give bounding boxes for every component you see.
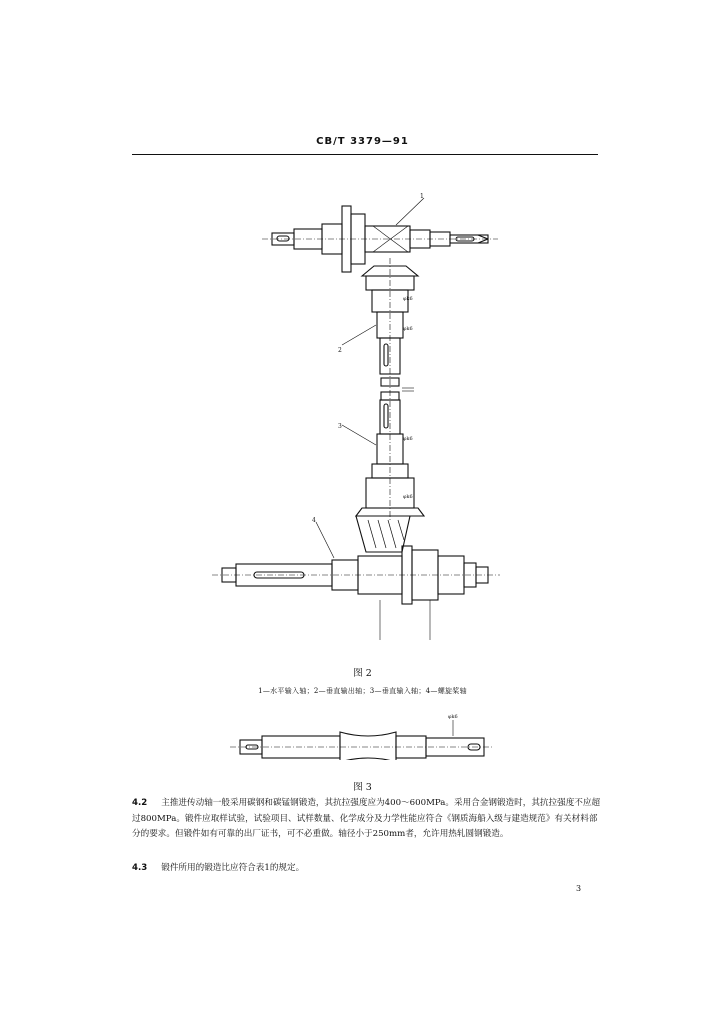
propeller-shaft	[212, 546, 500, 604]
paragraph-number: 4.2	[132, 798, 148, 808]
dim-label-a: φk6	[403, 296, 413, 302]
figure2-caption: 图 2	[353, 668, 372, 679]
document-code: CB/T 3379—91	[316, 136, 409, 147]
paragraph-text: 锻件所用的锻造比应符合表1的规定。	[161, 863, 305, 873]
dim-label-c: φk6	[403, 436, 413, 442]
horizontal-input-shaft	[262, 206, 498, 272]
figure3-caption: 图 3	[353, 782, 372, 793]
vertical-shafts	[356, 258, 424, 520]
paragraph-4-2	[132, 796, 604, 843]
figure3-shaft	[230, 720, 494, 760]
callout-2: 2	[338, 347, 342, 354]
dim-label-d: φk6	[403, 494, 413, 500]
paragraph-4-3	[132, 861, 604, 877]
figure2-legend: 1—水平输入轴；2—垂直输出轴；3—垂直输入轴；4—螺旋桨轴	[258, 687, 467, 695]
paragraph-text: 主推进传动轴一般采用碳钢和碳锰钢锻造，其抗拉强度应为400～600MPa。采用合金钢锻造时，其抗拉强度不应超过800MPa。锻件应取样试验，试验项目、试样数量、化学成分及力学性能应符合《钢质海船入级与建造规范》有关材料部分的要求。但锻件如有可靠的出厂证书，可不必重做。轴径小于250mm者，允许用热轧圆钢锻造。	[132, 798, 601, 840]
page-number: 3	[576, 884, 582, 893]
callout-1: 1	[420, 193, 424, 200]
figure3-dim-label: φk6	[448, 714, 458, 720]
paragraph-number: 4.3	[132, 863, 148, 873]
callout-3: 3	[338, 423, 342, 430]
callout-4: 4	[312, 517, 316, 524]
dim-label-b: φk6	[403, 326, 413, 332]
